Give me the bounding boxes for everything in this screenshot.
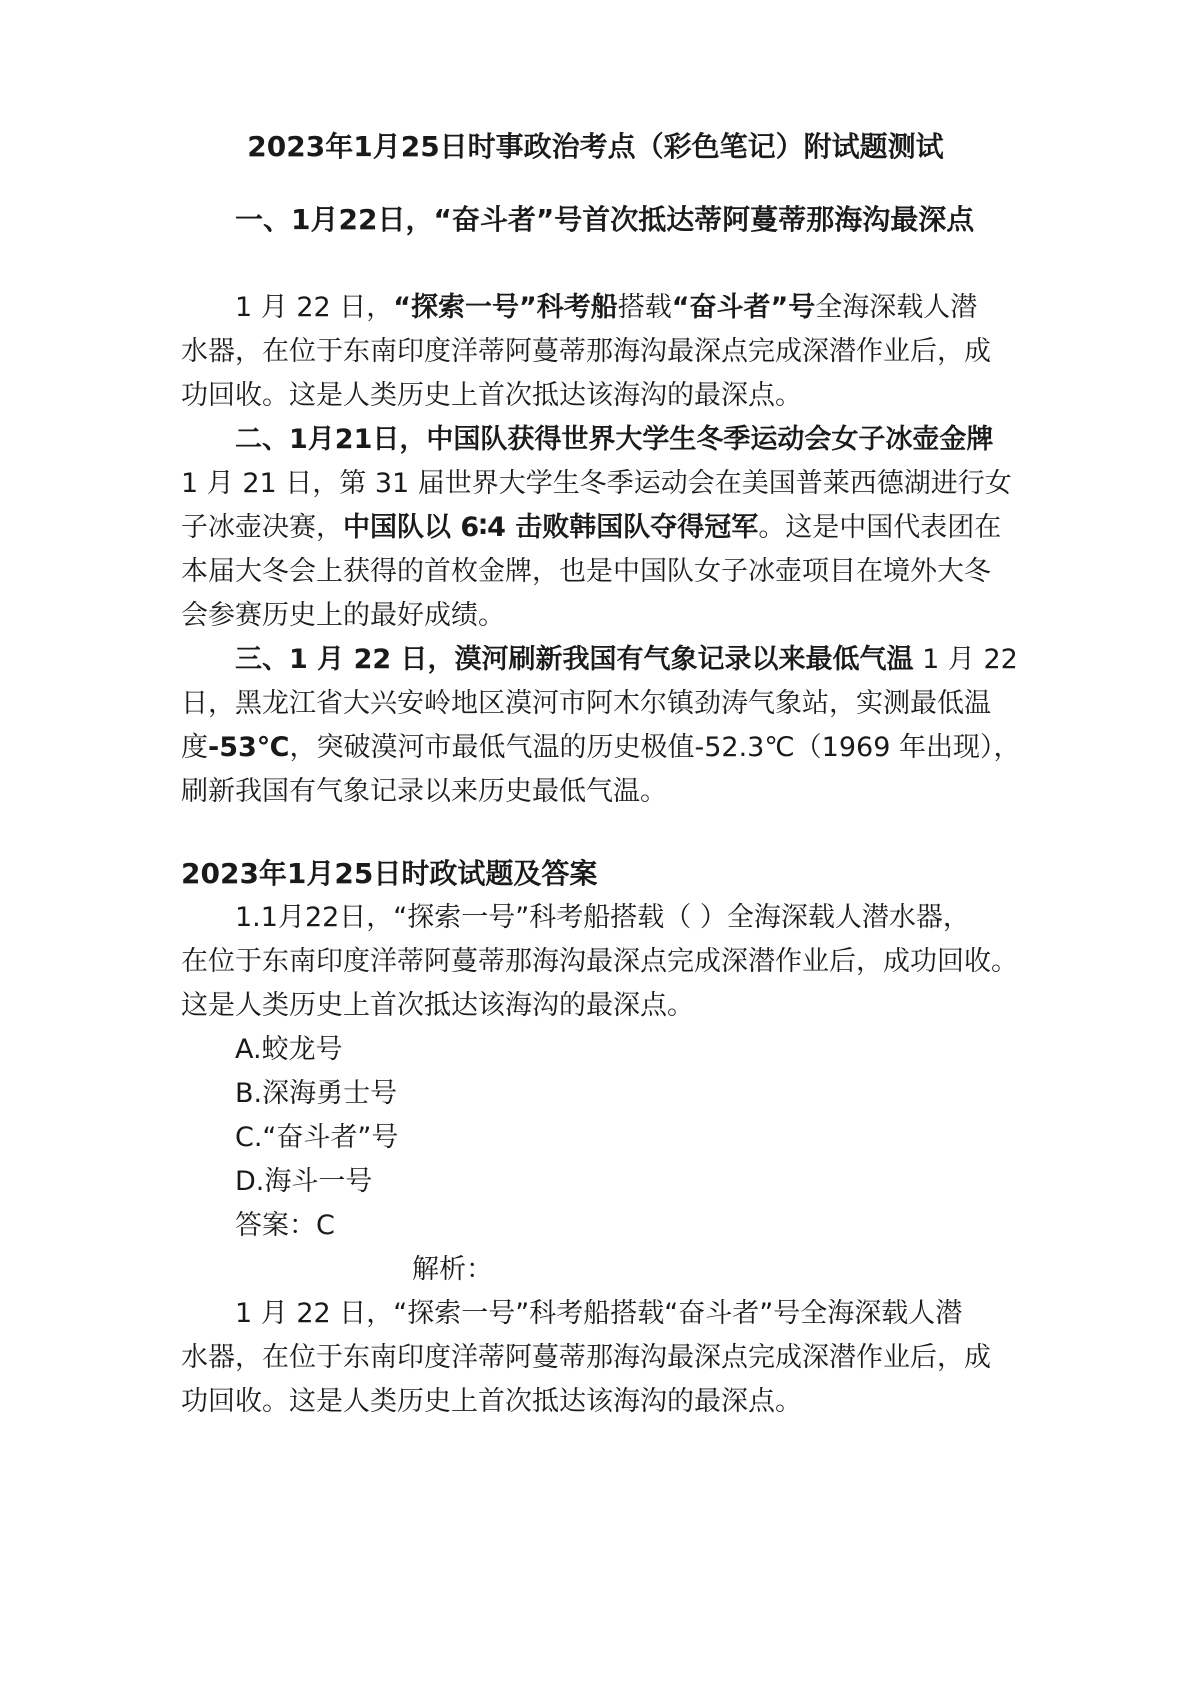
section-2-line-2: [181, 505, 1011, 551]
s3-suffix: ，突破漠河市最低气温的历史极值-52.3℃（1969 年出现），: [289, 732, 1021, 763]
s3-temperature: -53℃: [208, 732, 290, 763]
section-1-line-1: [235, 285, 1011, 331]
section-1-line-3: 功回收。这是人类历史上首次抵达该海沟的最深点。: [181, 380, 802, 411]
s2-result: 中国队以 6∶4 击败韩国队夺得冠军: [343, 512, 759, 543]
page-title: 2023年1月25日时事政治考点（彩色笔记）附试题测试: [247, 130, 944, 163]
s1-date: 1 月 22 日，: [235, 292, 394, 323]
s1-sub-name: “奋斗者”号: [671, 292, 816, 323]
analysis-line-2: 水器，在位于东南印度洋蒂阿蔓蒂那海沟最深点完成深潜作业后，成: [181, 1342, 991, 1373]
question-1-line-2: 在位于东南印度洋蒂阿蔓蒂那海沟最深点完成深潜作业后，成功回收。: [181, 946, 1018, 977]
quiz-heading: 2023年1月25日时政试题及答案: [181, 857, 598, 890]
analysis-line-1: 1 月 22 日，“探索一号”科考船搭载“奋斗者”号全海深载人潜: [235, 1298, 963, 1329]
section-2-line-1: 1 月 21 日，第 31 届世界大学生冬季运动会在美国普莱西德湖进行女: [181, 468, 1012, 499]
question-1-line-3: 这是人类历史上首次抵达该海沟的最深点。: [181, 990, 694, 1021]
option-a: A.蛟龙号: [235, 1034, 343, 1065]
s2-suffix: 。这是中国代表团在: [758, 512, 1002, 543]
option-b: B.深海勇士号: [235, 1078, 398, 1109]
s1-tail: 全海深载人潜: [815, 292, 978, 323]
section-3-line-4: 刷新我国有气象记录以来历史最低气温。: [181, 776, 667, 807]
section-2-heading: 二、1月21日，中国队获得世界大学生冬季运动会女子冰壶金牌: [235, 424, 994, 455]
section-3-line-2: 日，黑龙江省大兴安岭地区漠河市阿木尔镇劲涛气象站，实测最低温: [181, 688, 991, 719]
s3-prefix: 度: [181, 732, 208, 763]
s3-date-tail: 1 月 22: [913, 644, 1018, 675]
s1-ship-name: “探索一号”科考船: [393, 292, 618, 323]
section-3-line-3: [181, 725, 1021, 771]
s1-carry: 搭载: [617, 292, 672, 323]
section-1-heading: 一、1月22日，“奋斗者”号首次抵达蒂阿蔓蒂那海沟最深点: [235, 203, 975, 236]
section-1-line-2: 水器，在位于东南印度洋蒂阿蔓蒂那海沟最深点完成深潜作业后，成: [181, 336, 991, 367]
section-2-line-3: 本届大冬会上获得的首枚金牌，也是中国队女子冰壶项目在境外大冬: [181, 556, 991, 587]
s2-prefix: 子冰壶决赛，: [181, 512, 343, 543]
option-d: D.海斗一号: [235, 1166, 373, 1197]
section-3-heading: 三、1 月 22 日，漠河刷新我国有气象记录以来最低气温: [235, 644, 914, 675]
question-1-line-1: 1.1月22日，“探索一号”科考船搭载（ ）全海深载人潜水器，: [235, 902, 970, 933]
analysis-line-3: 功回收。这是人类历史上首次抵达该海沟的最深点。: [181, 1386, 802, 1417]
analysis-label: 解析：: [412, 1254, 493, 1285]
option-c: C.“奋斗者”号: [235, 1122, 399, 1153]
section-2-line-4: 会参赛历史上的最好成绩。: [181, 600, 505, 631]
section-3-heading-line: [235, 637, 1018, 683]
answer: 答案：C: [235, 1210, 335, 1241]
